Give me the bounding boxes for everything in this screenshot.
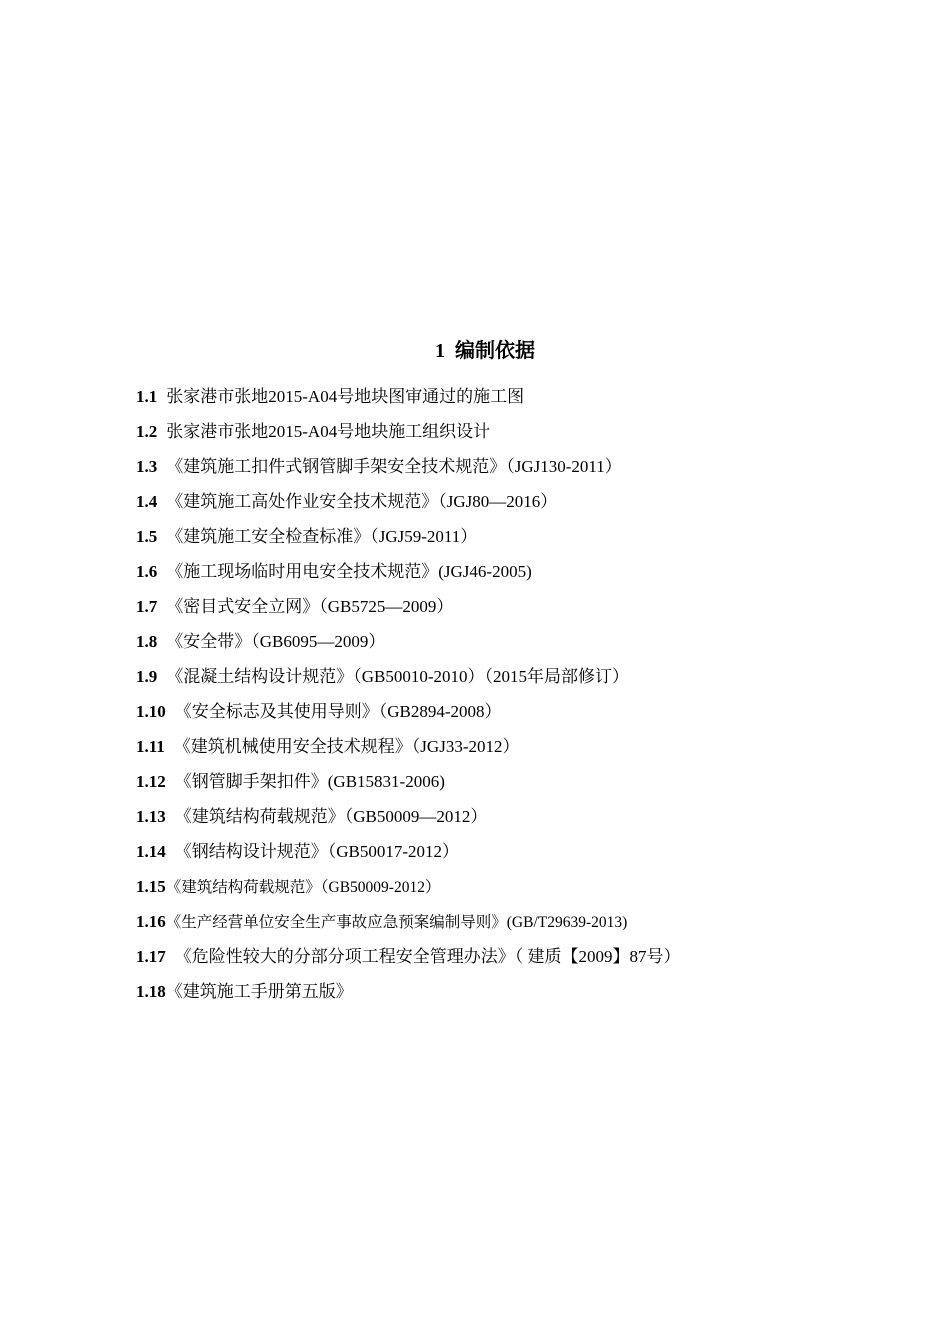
- item-text: 《钢结构设计规范》（GB50017-2012）: [174, 842, 460, 861]
- item-text: 张家港市张地2015-A04号地块施工组织设计: [166, 422, 491, 441]
- item-number: 1.16: [136, 912, 166, 931]
- item-number: 1.14: [136, 842, 166, 861]
- item-text: 《密目式安全立网》（GB5725—2009）: [166, 597, 454, 616]
- list-item: [136, 769, 836, 804]
- item-number: 1.17: [136, 947, 166, 966]
- item-number: 1.9: [136, 667, 158, 686]
- item-number: 1.10: [136, 702, 166, 721]
- list-item: [136, 979, 836, 1014]
- list-item: [136, 524, 836, 559]
- list-item: [136, 454, 836, 489]
- item-text: 《建筑施工手册第五版》: [165, 982, 353, 1001]
- item-number: 1.4: [136, 492, 158, 511]
- item-number: 1.5: [136, 527, 158, 546]
- item-text: 《安全带》（GB6095—2009）: [166, 632, 386, 651]
- item-text: 《建筑结构荷载规范》（GB50009-2012）: [165, 879, 441, 896]
- item-number: 1.18: [136, 982, 166, 1001]
- item-text: 《建筑施工高处作业安全技术规范》（JGJ80—2016）: [166, 492, 558, 511]
- reference-list: [136, 384, 836, 1014]
- list-item: [136, 874, 836, 909]
- item-number: 1.1: [136, 387, 158, 406]
- list-item: [136, 489, 836, 524]
- item-number: 1.3: [136, 457, 158, 476]
- item-text: 《建筑结构荷载规范》（GB50009—2012）: [174, 807, 488, 826]
- item-number: 1.8: [136, 632, 158, 651]
- item-text: 《建筑施工扣件式钢管脚手架安全技术规范》（JGJ130-2011）: [166, 457, 622, 476]
- item-text: 《建筑机械使用安全技术规程》（JGJ33-2012）: [173, 737, 520, 756]
- list-item: [136, 839, 836, 874]
- list-item: [136, 944, 836, 979]
- list-item: [136, 594, 836, 629]
- list-item: [136, 664, 836, 699]
- list-item: [136, 699, 836, 734]
- item-number: 1.13: [136, 807, 166, 826]
- item-number: 1.11: [136, 737, 165, 756]
- list-item: [136, 804, 836, 839]
- item-text: 《危险性较大的分部分项工程安全管理办法》（ 建质【2009】87号）: [174, 947, 681, 966]
- item-number: 1.6: [136, 562, 158, 581]
- list-item: [136, 734, 836, 769]
- item-text: 张家港市张地2015-A04号地块图审通过的施工图: [166, 387, 525, 406]
- item-text: 《施工现场临时用电安全技术规范》(JGJ46-2005): [166, 562, 532, 581]
- section-title: 编制依据: [455, 340, 535, 362]
- list-item: [136, 629, 836, 664]
- item-text: 《生产经营单位安全生产事故应急预案编制导则》(GB/T29639-2013): [165, 914, 628, 931]
- item-number: 1.12: [136, 772, 166, 791]
- item-text: 《建筑施工安全检查标准》（JGJ59-2011）: [166, 527, 478, 546]
- item-number: 1.15: [136, 877, 166, 896]
- item-number: 1.2: [136, 422, 158, 441]
- item-text: 《钢管脚手架扣件》(GB15831-2006): [174, 772, 445, 791]
- list-item: [136, 909, 836, 944]
- item-text: 《混凝土结构设计规范》（GB50010-2010）（2015年局部修订）: [166, 667, 630, 686]
- item-text: 《安全标志及其使用导则》（GB2894-2008）: [174, 702, 502, 721]
- section-number: 1: [435, 340, 445, 362]
- list-item: [136, 384, 836, 419]
- list-item: [136, 419, 836, 454]
- item-number: 1.7: [136, 597, 158, 616]
- list-item: [136, 559, 836, 594]
- section-heading: [0, 334, 950, 363]
